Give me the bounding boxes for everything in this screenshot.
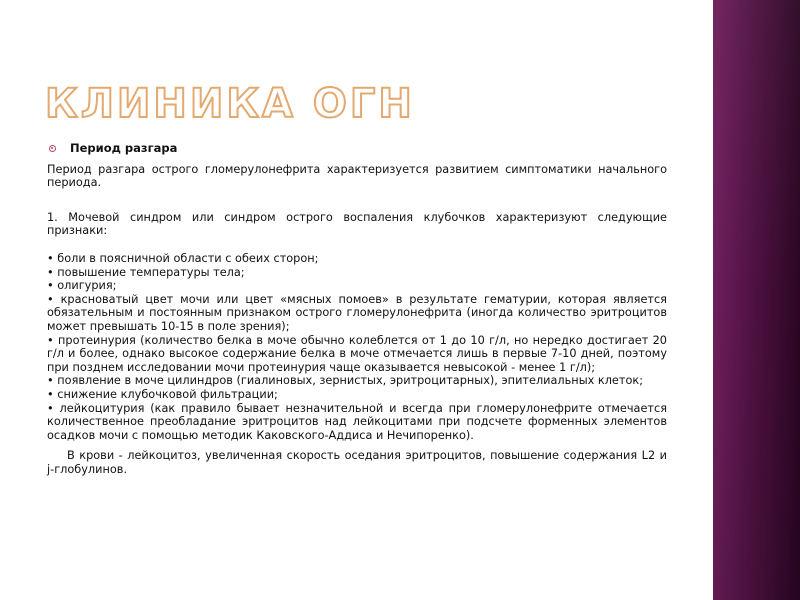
list-item: • повышение температуры тела;	[47, 266, 667, 280]
list-item: • боли в поясничной области с обеих сторон;	[47, 252, 667, 266]
list-item: • снижение клубочковой фильтрации;	[47, 388, 667, 402]
list-item: • лейкоцитурия (как правило бывает незначительной и всегда при гломерулонефрите отмечается количественное преобладание эритроцитов над лейкоцитами при подсчете форменных элементов осадков мочи с помощью методик Каковского-Аддиса и Нечипоренко).	[47, 402, 667, 443]
circle-bullet-icon	[49, 145, 56, 152]
intro-paragraph: Период разгара острого гломерулонефрита характеризуется развитием симптоматики начального периода.	[47, 162, 667, 190]
slide-title: КЛИНИКА ОГН	[45, 81, 415, 127]
list-item: • появление в моче цилиндров (гиалиновых, зернистых, эритроцитарных), эпителиальных клеток;	[47, 374, 667, 388]
syndrome-intro-paragraph: 1. Мочевой синдром или синдром острого воспаления клубочков характеризуют следующие признаки:	[47, 210, 667, 238]
section-heading: Период разгара	[70, 141, 178, 155]
list-item: • олигурия;	[47, 279, 667, 293]
section-bullet	[47, 142, 667, 156]
decorative-side-band	[713, 0, 800, 600]
slide-content	[47, 142, 667, 488]
blood-findings-paragraph: В крови - лейкоцитоз, увеличенная скорость оседания эритроцитов, повышение содержания L2 и j-глобулинов.	[47, 449, 667, 476]
symptom-list	[47, 252, 667, 442]
list-item: • протеинурия (количество белка в моче обычно колеблется от 1 до 10 г/л, но нередко достигает 20 г/л и более, однако высокое содержание белка в моче отмечается лишь в первые 7-10 дней, поэтому при позднем исследовании мочи протеинурия чаще оказывается невысокой - менее 1 г/л);	[47, 334, 667, 375]
list-item: • красноватый цвет мочи или цвет «мясных помоев» в результате гематурии, которая является обязательным и постоянным признаком острого гломерулонефрита (иногда количество эритроцитов может превышать 10-15 в поле зрения);	[47, 293, 667, 334]
